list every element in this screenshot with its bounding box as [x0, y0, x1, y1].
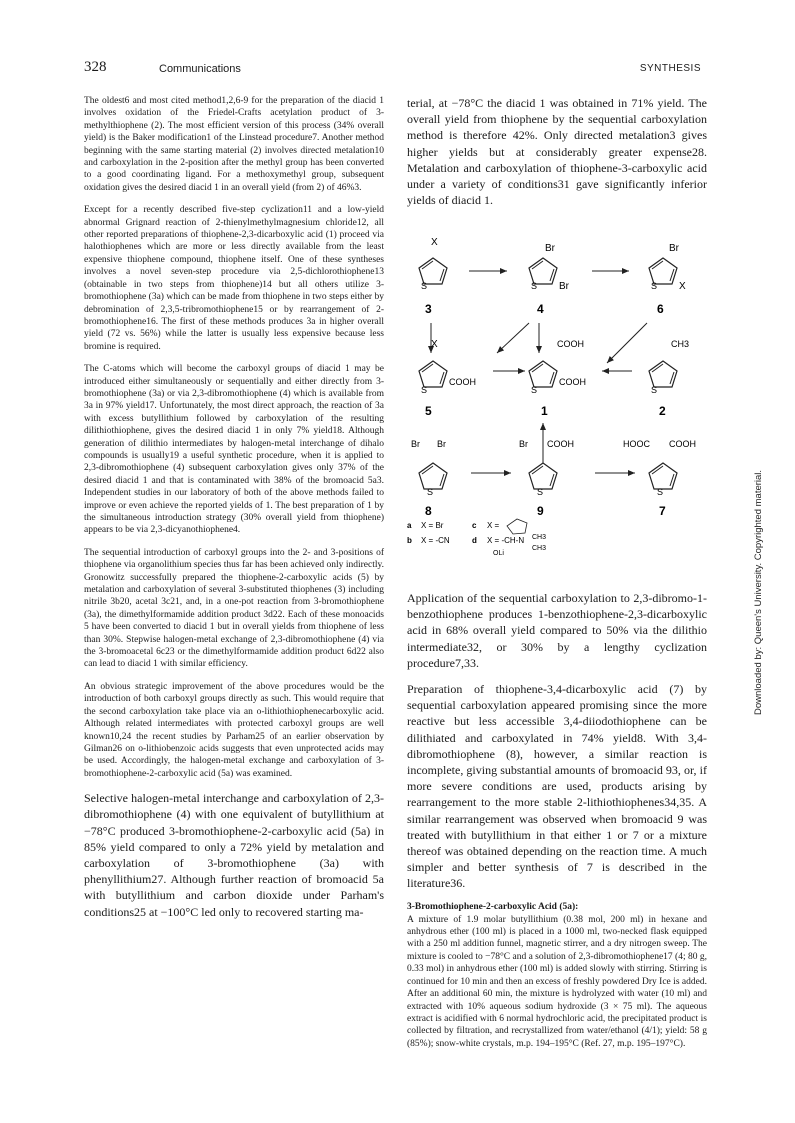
- substituent-label: Br: [669, 243, 679, 254]
- substituent-label: COOH: [449, 377, 476, 387]
- key-letter: d: [472, 536, 477, 545]
- page-header: [84, 59, 701, 83]
- compound-number: 4: [537, 302, 544, 316]
- key-methyl: CH3: [532, 534, 547, 541]
- compound-number: 1: [541, 404, 548, 418]
- substituent-label: Br: [519, 439, 528, 449]
- sulfur-label: S: [537, 487, 544, 497]
- substituent-label: HOOC: [623, 439, 650, 449]
- substituent-label: COOH: [557, 339, 584, 349]
- key-definition: X = -CH-N: [487, 536, 525, 545]
- experimental-heading: 3-Bromothiophene-2-carboxylic Acid (5a):: [407, 901, 579, 912]
- key-definition: X = -CN: [421, 536, 450, 545]
- sulfur-label: S: [651, 281, 658, 291]
- substituent-label: COOH: [547, 439, 574, 449]
- key-oli: OLi: [493, 550, 504, 557]
- substituent-label: Br: [545, 243, 555, 254]
- journal-name: SYNTHESIS: [639, 63, 701, 74]
- reaction-arrow: [607, 323, 647, 363]
- paragraph: Selective halogen-metal interchange and carboxylation of 2,3-dibromothiophene (4) with one equivalent of butyllithium at −78°C produced 3-bromothiophene-2-carboxylic acid (5a) in 85% yield compared to only a 72% yield by metalation and carboxylation of 3-bromothiophene (3a) with phenyllithium27. Although further reaction of bromoacid 5a with butyllithium and carbon dioxide under Parham's conditions25 at −100°C led only to recovered starting ma-: [84, 791, 384, 919]
- paragraph: The oldest6 and most cited method1,2,6-9 for the preparation of the diacid 1 involves oxidation of the Friedel-Crafts acetylation product of 3-methylthiophene (2). The most efficient version of this process (34% overall yield) is the Baker modification1 of the Linstead procedure7. Another method beginning with the same starting material (2) involves directed metalation10 and carboxylation in the 2-position after the methyl group has been converted to a good coordinating ligand. For a methoxymethyl group, subsequent oxidation gives the desired diacid 1 in an overall yield (from 2) of 46%3.: [84, 96, 384, 193]
- right-column-mid: [407, 590, 707, 1060]
- sulfur-label: S: [421, 281, 428, 291]
- paragraph: The sequential introduction of carboxyl groups into the 2- and 3-positions of thiophene via organolithium species thus far has been achieved only indirectly. Gronowitz successfully prepared the thiophene-2-carboxylic acids (5) by metalation and carboxylation of several 3-substituted thiophenes (3) including nitrile 3b20, acetal 3c21, and, in a one-pot reaction from 3-bromothiophene (3a), the dimethylformamide addition product 3d22. Each of these monoacids 5 have been converted to diacid 1 but in overall yields from thiophene of less than 30%. Stepwise halogen-metal exchange of 2,3-dibromothiophene (4) via the 3-bromoacetal 6c23 or the dimethylformamide addition product 6d22 also can lead to diacid 1 with similar efficiency.: [84, 547, 384, 670]
- substituent-label: COOH: [669, 439, 696, 449]
- compound-number: 8: [425, 504, 432, 518]
- sulfur-label: S: [651, 385, 658, 395]
- substituent-label: X: [431, 339, 438, 350]
- scheme-key: [407, 519, 546, 557]
- key-definition: X = Br: [421, 521, 444, 530]
- paragraph: Preparation of thiophene-3,4-dicarboxylic acid (7) by sequential carboxylation appeared promising since the more reactive but less accessible 3,4-diiodothiophene can be dilithiated and carboxylated in 74% yield8. With 3,4-dibromothiophene (8), however, a similar reaction is incomplete, giving substantial amounts of bromoacid 93, or, if more severe conditions are used, products arising by rearrangement to the more stable 2-lithiothiophenes34,35. A similar rearrangement was observed when bromoacid 9 was treated with butyllithium in that either 1 or 7 or a mixture thereof was obtained depending on the reaction time. A much simpler and better synthesis of 7 is described in the literature36.: [407, 682, 707, 891]
- reaction-scheme: [407, 237, 707, 578]
- reaction-arrow: [497, 323, 529, 353]
- paragraph: An obvious strategic improvement of the above procedures would be the introduction of both carboxyl groups directly as such. This would require that the second carboxylation take place via an o-lithiothiophenecarboxylic acid. Although related intermediates with protected carboxyl groups are well known10,24 the recent studies by Parham25 of an earlier observation by Gilman26 on o-lithiobenzoic acids suggests that even unprotected acids may be used. Accordingly, the halogen-metal exchange and carboxylation of 3-bromothiophene-2-carboxylic acid (5a) was examined.: [84, 681, 384, 779]
- sulfur-label: S: [531, 281, 538, 291]
- substituent-label: Br: [559, 281, 569, 292]
- download-watermark: Downloaded by: Queen's University. Copyrighted material.: [753, 469, 764, 715]
- compound-number: 7: [659, 504, 666, 518]
- sulfur-label: S: [657, 487, 664, 497]
- substituent-label: COOH: [559, 377, 586, 387]
- page-number: 328: [84, 59, 107, 75]
- key-methyl: CH3: [532, 545, 547, 552]
- key-letter: a: [407, 521, 412, 530]
- right-column-top: [407, 95, 707, 208]
- key-letter: b: [407, 536, 412, 545]
- paragraph: The C-atoms which will become the carboxyl groups of diacid 1 may be introduced either simultaneously or sequentially and either directly from 3-bromothiophene (3a) or via 2,3-dibromothiophene (4) which is available from 3a in 97% yield17. Unfortunately, the most direct approach, the reaction of 3a with excess butyllithium followed by carboxylation of the resulting dilithiothiophene, gives the desired diacid 1 in only 7% yield18. Although generation of dilithio intermediates by halogen-metal interchange of dihalo compounds is usually19 a useful synthetic procedure, when it is applied to 2,3-dibromothiophene (4) subsequent carboxylation gives only 37% of the desired diacid 1 and that is contaminated with 38% of the bromoacid 5a3. Independent studies in our laboratory of both of the above methods failed to improve or even achieve the reported yields of 1. The best preparation of 1 by the simultaneous introduction strategy (30% overall yield from thiophene) appears to be via 2,3-dicyanothiophene4.: [84, 364, 384, 536]
- substituent-label: X: [679, 281, 686, 292]
- substituent-label: X: [431, 237, 438, 248]
- compound-number: 5: [425, 404, 432, 418]
- substituent-label: CH3: [671, 339, 690, 349]
- experimental-text: A mixture of 1.9 molar butyllithium (0.38 mol, 200 ml) in hexane and anhydrous ether (100 ml) is placed in a 1000 ml, two-necked flask equipped with a 250 ml addition funnel, magnetic stirrer, and a dry nitrogen sweep. The mixture is cooled to −78°C and a solution of 2,3-dibromothiophene17 (4; 80 g, 0.33 mol) in anhydrous ether (100 ml) is added slowly with stirring. Stirring is continued for 10 min and then an excess of freshly powdered Dry Ice is added. After an additional 60 min, the mixture is hydrolyzed with water (10 ml) and extracted with 10% aqueous sodium hydroxide (3 × 75 ml). The aqueous extract is acidified with 6 normal hydrochloric acid, the precipitated product is collected by filtration, and recrystallized from water/ethanol (4/1); yield: 58 g (85%); snow-white crystals, m.p. 194–195°C (Ref. 27, m.p. 195–197°C).: [407, 914, 707, 1049]
- compound-number: 3: [425, 302, 432, 316]
- key-letter: c: [472, 521, 477, 530]
- compound-number: 2: [659, 404, 666, 418]
- compound-number: 9: [537, 504, 544, 518]
- key-definition: X =: [487, 521, 500, 530]
- paragraph: terial, at −78°C the diacid 1 was obtained in 71% yield. The overall yield from thiophene by the sequential carboxylation method is therefore 42%. Only directed metalation3 gives higher yields but at considerably greater expense28. Metalation and carboxylation of thiophene-3-carboxylic acid under a variety of conditions31 gave significantly inferior yields of diacid 1.: [407, 96, 707, 208]
- left-column: [84, 95, 384, 930]
- sulfur-label: S: [421, 385, 428, 395]
- compound-number: 6: [657, 302, 664, 316]
- paragraph: Application of the sequential carboxylation to 2,3-dibromo-1-benzothiophene produces 1-benzothiophene-2,3-dicarboxylic acid in 68% overall yield compared to 50% via the dilithio intermediate32, or 30% by a lengthy cyclization procedure7,33.: [407, 591, 707, 670]
- section-title: Communications: [159, 63, 241, 75]
- substituent-label: Br: [411, 439, 420, 449]
- paragraph: Except for a recently described five-step cyclization11 and a low-yield abnormal Grignard reaction of 2-thienylmethylmagnesium chloride12, all other reported preparations of thiophene-2,3-dicarboxylic acid (1) proceed via halothiophenes which are more or less directly available from the least expensive thiophene compound, thiophene itself. One of these syntheses involves a novel seven-step procedure via 2,5-dichlorothiophene13 (obtainable in two steps from thiophene)14 but all others utilize 3-bromothiophene (3a) which can be made from thiophene in two steps either by debromination of 2,3,5-tribromothiophene15 or by rearrangement of 2-bromothiophene16. The first of these methods produces 3a in higher overall yield (72 vs. 56%) while the latter is usually less expensive because less bromine is required.: [84, 205, 384, 352]
- sulfur-label: S: [427, 487, 434, 497]
- substituent-label: Br: [437, 439, 446, 449]
- sulfur-label: S: [531, 385, 538, 395]
